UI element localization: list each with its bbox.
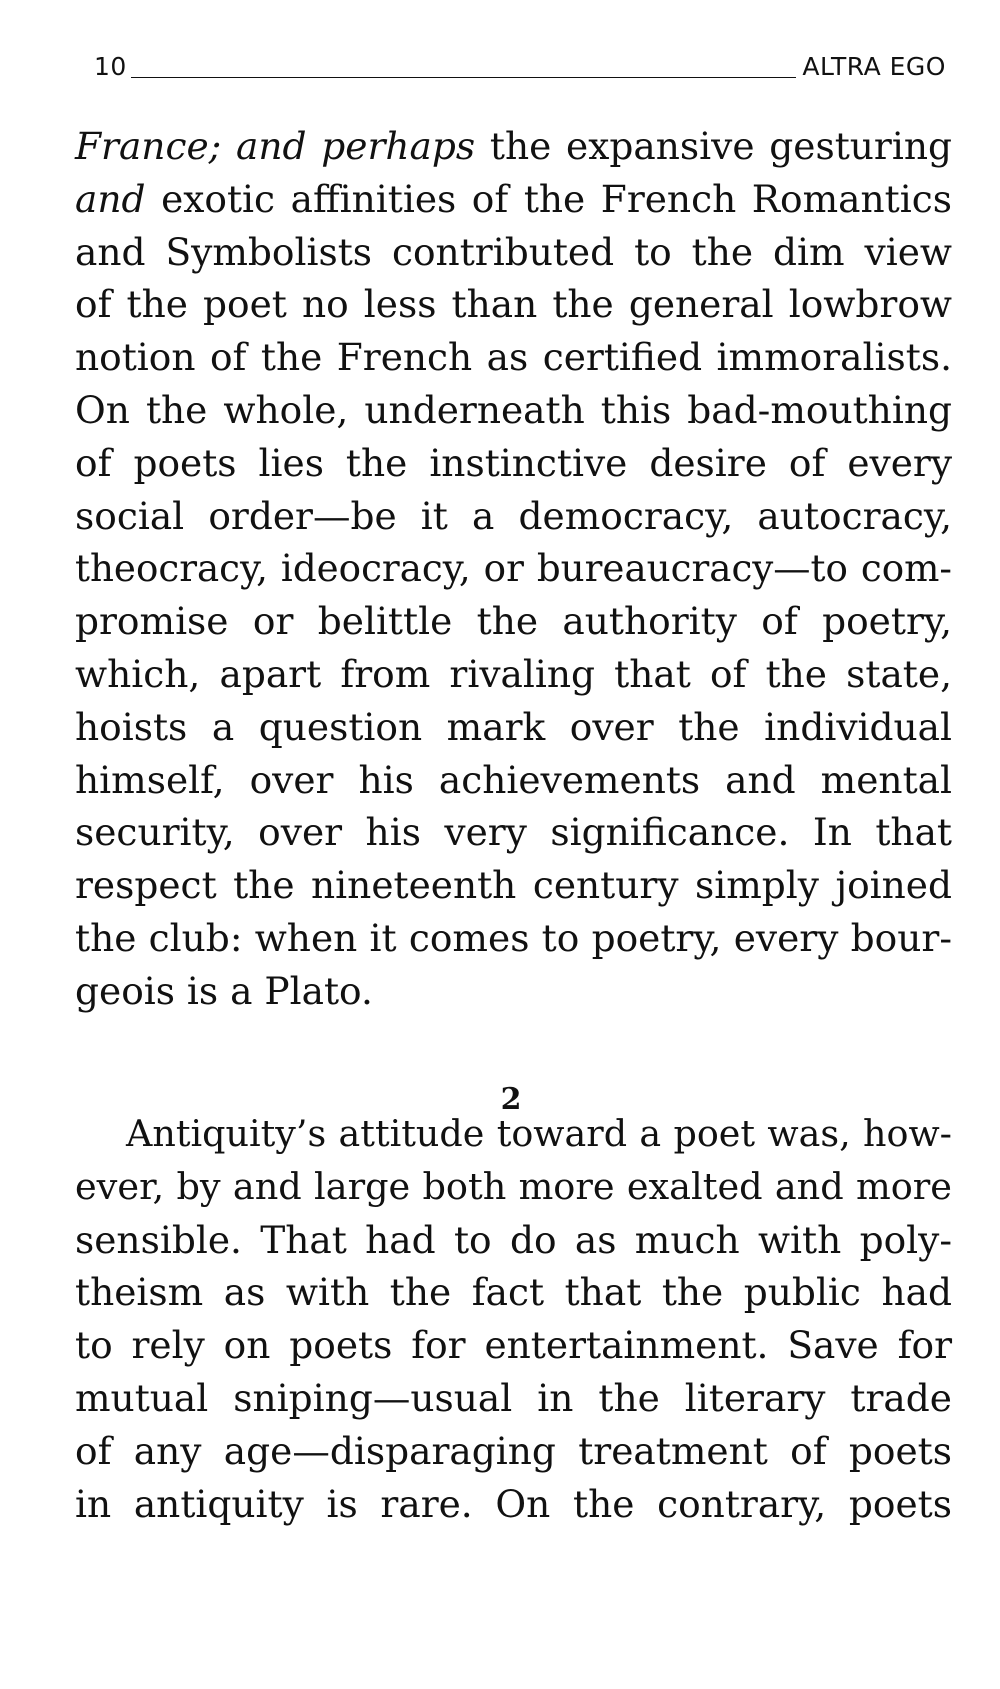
text-line: of any age—disparaging treatment of poets (75, 1428, 952, 1473)
text-line: respect the nineteenth century simply joined (75, 863, 952, 908)
text-line: On the whole, underneath this bad-mouthing (75, 387, 952, 432)
text-line: of the poet no less than the general lowbrow (75, 282, 952, 327)
text-line: Antiquity’s attitude toward a poet was, how- (126, 1112, 952, 1155)
section-number: 2 (500, 1082, 522, 1117)
italic-text: and (75, 176, 146, 221)
text-line: himself, over his achievements and mental (75, 757, 952, 802)
text-line: to rely on poets for entertainment. Save for (75, 1323, 952, 1368)
text-line (75, 120, 952, 173)
text-line: and Symbolists contributed to the dim view (75, 229, 952, 274)
running-head (94, 52, 946, 82)
line-rest: the expansive gesturing (475, 124, 952, 168)
text-line: the club: when it comes to poetry, every bour- (75, 915, 952, 960)
italic-text: France; and perhaps (75, 124, 476, 168)
running-title: ALTRA EGO (802, 52, 946, 81)
text-line: of poets lies the instinctive desire of every (75, 440, 952, 485)
text-line: hoists a question mark over the individual (75, 704, 952, 749)
line-rest: exotic affinities of the French Romantics (145, 176, 952, 221)
text-line: mutual sniping—usual in the literary trade (75, 1375, 952, 1420)
text-line: notion of the French as certified immoralists. (75, 335, 952, 380)
text-line: promise or belittle the authority of poetry, (75, 599, 952, 644)
header-rule (131, 77, 797, 78)
paragraph-section-2 (75, 1108, 952, 1530)
text-line: geois is a Plato. (75, 968, 373, 1013)
text-line: sensible. That had to do as much with poly- (75, 1217, 952, 1262)
page-number: 10 (94, 52, 127, 81)
text-line (75, 173, 952, 226)
paragraph-continued (75, 120, 952, 1018)
text-line: theocracy, ideocracy, or bureaucracy—to com- (75, 546, 952, 591)
text-line: in antiquity is rare. On the contrary, poets (75, 1481, 952, 1526)
text-line: social order—be it a democracy, autocracy, (75, 493, 952, 538)
text-line: which, apart from rivaling that of the state, (75, 651, 952, 696)
text-line: theism as with the fact that the public had (75, 1270, 952, 1315)
text-line: security, over his very significance. In that (75, 810, 952, 855)
text-line: ever, by and large both more exalted and more (75, 1164, 952, 1208)
